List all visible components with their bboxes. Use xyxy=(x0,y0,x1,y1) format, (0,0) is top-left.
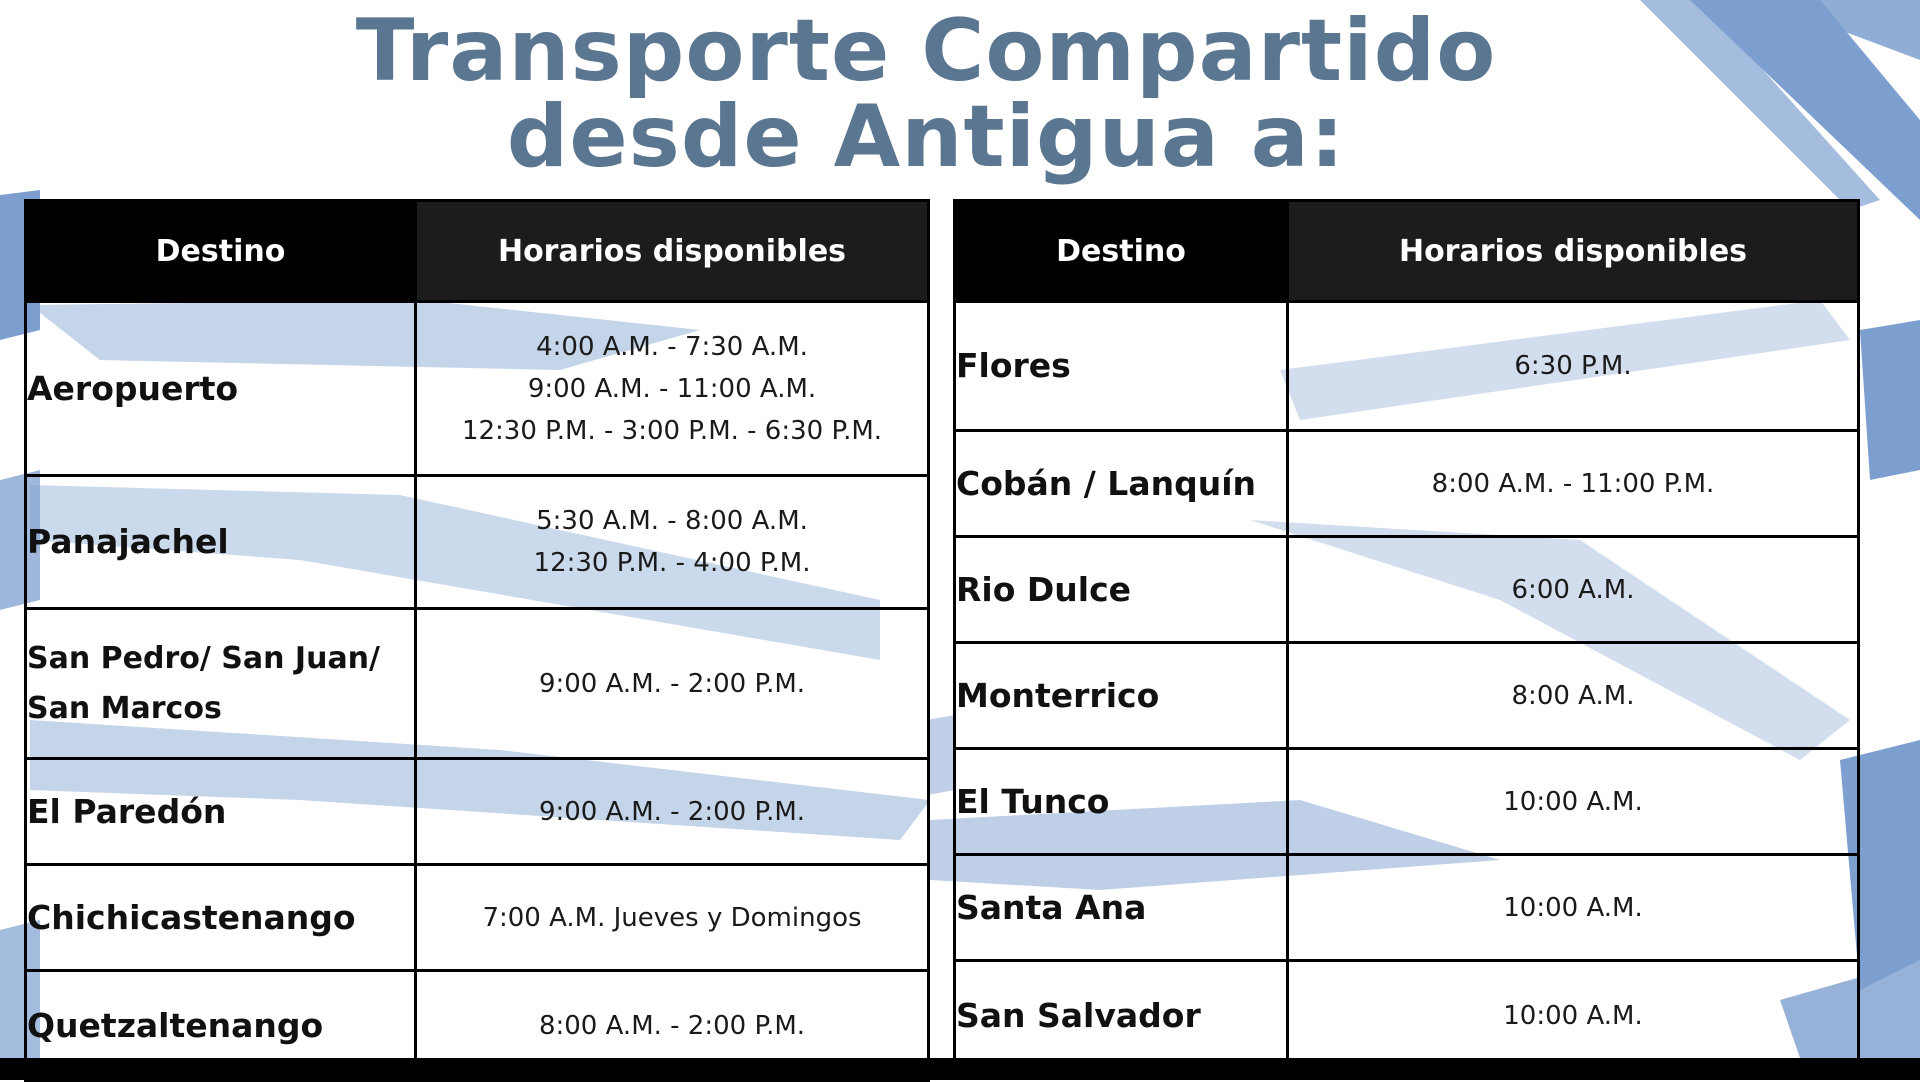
table-row xyxy=(955,537,1859,643)
times-cell xyxy=(416,759,929,865)
destination-cell: El Paredón xyxy=(26,759,416,865)
times-cell xyxy=(1288,302,1859,431)
destination-cell: Aeropuerto xyxy=(26,302,416,476)
destination-cell: Quetzaltenango xyxy=(26,971,416,1081)
times-cell xyxy=(416,302,929,476)
time-line: 10:00 A.M. xyxy=(1503,892,1643,923)
destination-cell: Panajachel xyxy=(26,476,416,609)
table-row xyxy=(955,855,1859,961)
time-line: 6:00 A.M. xyxy=(1511,574,1635,605)
times-cell xyxy=(1288,643,1859,749)
times-cell xyxy=(416,865,929,971)
destination-cell: San Salvador xyxy=(955,961,1288,1071)
table-header-row xyxy=(955,201,1859,302)
times-cell xyxy=(416,476,929,609)
destination-cell: Chichicastenango xyxy=(26,865,416,971)
destination-cell: El Tunco xyxy=(955,749,1288,855)
time-line: 10:00 A.M. xyxy=(1503,786,1643,817)
time-line: 12:30 P.M. - 3:00 P.M. - 6:30 P.M. xyxy=(461,415,883,446)
times-cell xyxy=(1288,537,1859,643)
table-row xyxy=(955,961,1859,1071)
table-row xyxy=(26,476,929,609)
column-header-times: Horarios disponibles xyxy=(1288,201,1859,302)
table-header-row xyxy=(26,201,929,302)
time-line: 5:30 A.M. - 8:00 A.M. xyxy=(536,506,808,536)
destination-cell: San Pedro/ San Juan/ San Marcos xyxy=(26,609,416,759)
table-row xyxy=(955,431,1859,537)
time-line: 9:00 A.M. - 11:00 A.M. xyxy=(527,373,817,404)
destination-cell: Cobán / Lanquín xyxy=(955,431,1288,537)
time-line: 4:00 A.M. - 7:30 A.M. xyxy=(536,331,808,362)
time-line: 6:30 P.M. xyxy=(1514,351,1632,381)
destination-cell: Flores xyxy=(955,302,1288,431)
table-row xyxy=(26,865,929,971)
column-header-destination: Destino xyxy=(955,201,1288,302)
time-line: 7:00 A.M. Jueves y Domingos xyxy=(482,902,862,933)
column-header-times: Horarios disponibles xyxy=(416,201,929,302)
time-line: 8:00 A.M. - 11:00 P.M. xyxy=(1431,468,1715,499)
times-cell xyxy=(1288,749,1859,855)
times-cell xyxy=(1288,961,1859,1071)
times-cell xyxy=(1288,855,1859,961)
times-cell xyxy=(416,609,929,759)
time-line: 8:00 A.M. - 2:00 P.M. xyxy=(538,1010,806,1041)
destination-cell: Santa Ana xyxy=(955,855,1288,961)
table-row xyxy=(26,302,929,476)
bottom-bar xyxy=(0,1058,1920,1080)
brush-stroke xyxy=(927,715,955,795)
title-line-2: desde Antigua a: xyxy=(506,87,1346,187)
destination-cell: Monterrico xyxy=(955,643,1288,749)
time-line: 9:00 A.M. - 2:00 P.M. xyxy=(538,668,806,699)
table-row xyxy=(26,609,929,759)
schedule-table-right xyxy=(953,199,1860,1072)
page-title xyxy=(0,1,1852,187)
schedule-table-left xyxy=(24,199,930,1082)
title-line-1: Transporte Compartido xyxy=(355,1,1497,101)
time-line: 12:30 P.M. - 4:00 P.M. xyxy=(533,548,811,578)
time-line: 8:00 A.M. xyxy=(1511,680,1635,711)
column-header-destination: Destino xyxy=(26,201,416,302)
table-row xyxy=(955,749,1859,855)
time-line: 9:00 A.M. - 2:00 P.M. xyxy=(538,796,806,827)
time-line: 10:00 A.M. xyxy=(1503,1000,1643,1031)
brush-stroke xyxy=(1860,320,1920,480)
table-row xyxy=(955,643,1859,749)
destination-cell: Rio Dulce xyxy=(955,537,1288,643)
table-row xyxy=(26,759,929,865)
times-cell xyxy=(1288,431,1859,537)
table-row xyxy=(955,302,1859,431)
